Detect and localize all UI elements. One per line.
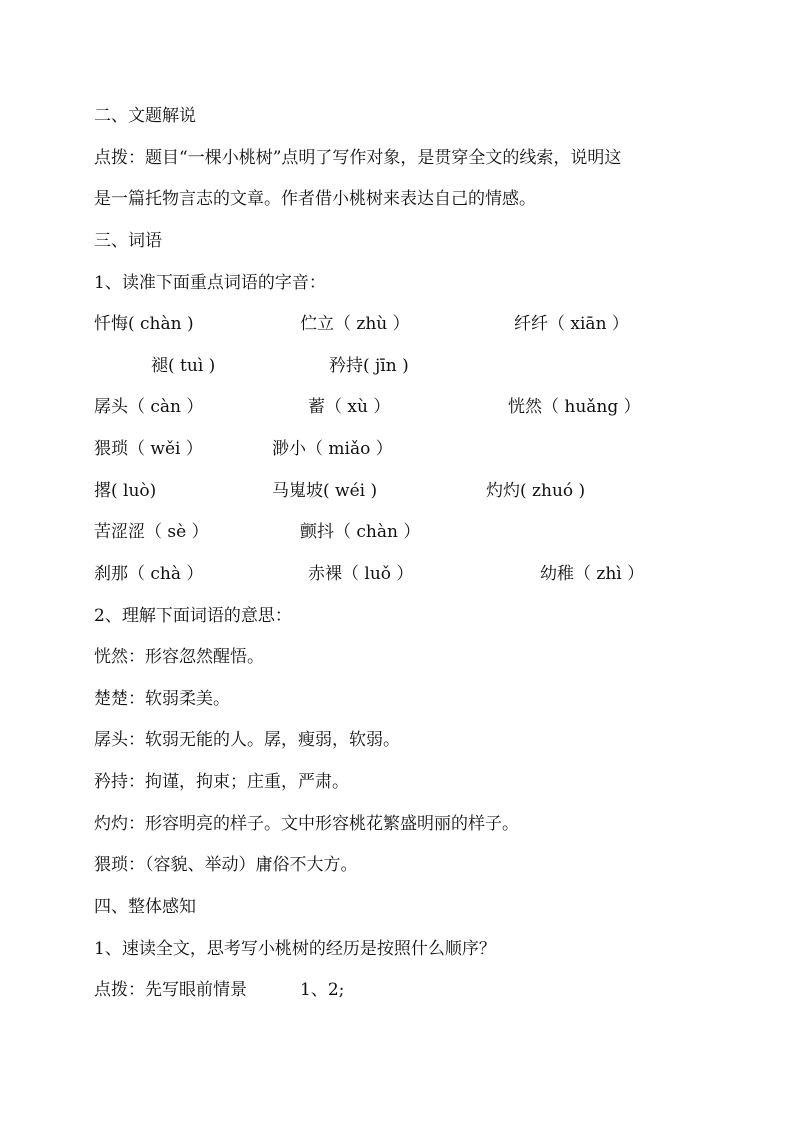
- vocab-row: [0, 437, 794, 461]
- overall-tip-label: 点拨：先写眼前情景: [94, 980, 247, 1000]
- vocab-item: 幼稚（ zhì ）: [540, 564, 645, 584]
- meaning-item: 猥琐：（容貌、举动）庸俗不大方。: [94, 855, 358, 875]
- vocab-item: 马嵬坡( wéi ): [272, 481, 378, 501]
- meaning-title: 2、理解下面词语的意思：: [94, 606, 292, 626]
- meaning-item: 楚楚：软弱柔美。: [94, 689, 230, 709]
- vocab-item: 猥琐（ wěi ）: [94, 439, 203, 459]
- heading-vocabulary: 三、词语: [94, 231, 162, 251]
- vocab-row: [0, 479, 794, 503]
- vocab-item: 撂( luò): [94, 481, 157, 501]
- vocab-item: 灼灼( zhuó ): [486, 481, 586, 501]
- meaning-item: 恍然：形容忽然醒悟。: [94, 647, 264, 667]
- vocab-item: 赤裸（ luǒ ）: [308, 564, 414, 584]
- heading-title-analysis: 二、文题解说: [94, 106, 196, 126]
- overall-tip: [0, 978, 794, 1002]
- vocab-item: 纤纤（ xiān ）: [514, 314, 629, 334]
- vocab-row: [0, 562, 794, 586]
- vocab-item: 矜持( jīn ): [329, 356, 409, 376]
- vocab-item: 刹那（ chà ）: [94, 564, 204, 584]
- vocab-row: [0, 395, 794, 419]
- meaning-item: 孱头：软弱无能的人。孱，瘦弱，软弱。: [94, 730, 400, 750]
- pronunciation-title: 1、读准下面重点词语的字音：: [94, 273, 326, 293]
- vocab-item: 颤抖（ chàn ）: [300, 522, 421, 542]
- overall-question: 1、速读全文，思考写小桃树的经历是按照什么顺序？: [94, 939, 496, 959]
- tip-paragraph-line2: 是一篇托物言志的文章。作者借小桃树来表达自己的情感。: [94, 189, 536, 209]
- vocab-item: 渺小（ miǎo ）: [272, 439, 393, 459]
- tip-paragraph-line1: 点拨：题目“一棵小桃树”点明了写作对象，是贯穿全文的线索，说明这: [94, 148, 622, 168]
- overall-tip-value: 1、2;: [300, 980, 345, 1000]
- vocab-item: 忏悔( chàn ): [94, 314, 194, 334]
- vocab-item: 伫立（ zhù ）: [300, 314, 410, 334]
- vocab-item: 苦涩涩（ sè ）: [94, 522, 209, 542]
- meaning-item: 灼灼：形容明亮的样子。文中形容桃花繁盛明丽的样子。: [94, 814, 519, 834]
- vocab-row: [0, 520, 794, 544]
- vocab-row: [0, 312, 794, 336]
- vocab-item: 恍然（ huǎng ）: [508, 397, 641, 417]
- vocab-row: [0, 354, 794, 378]
- meaning-item: 矜持：拘谨，拘束；庄重，严肃。: [94, 772, 349, 792]
- vocab-item: 蓄（ xù ）: [308, 397, 391, 417]
- vocab-item: 褪( tuì ): [151, 356, 216, 376]
- vocab-item: 孱头（ càn ）: [94, 397, 204, 417]
- heading-overall: 四、整体感知: [94, 897, 196, 917]
